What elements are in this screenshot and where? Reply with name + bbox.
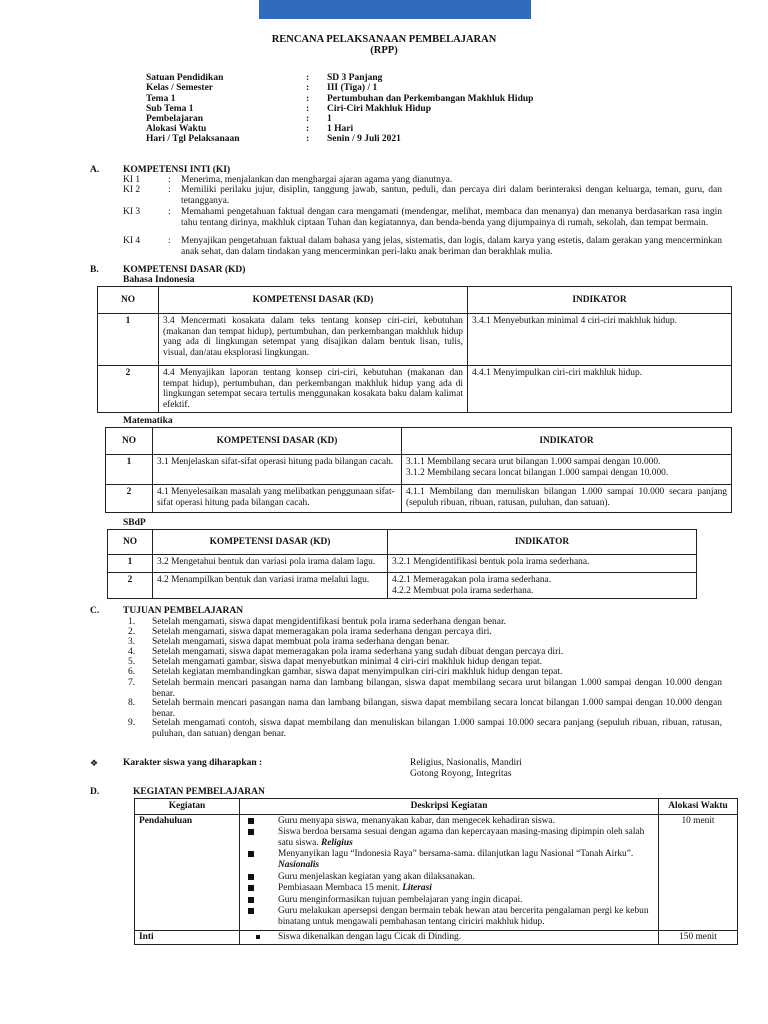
kd-table-sbdp [107,529,697,599]
list-number: 8. [128,698,136,708]
identity-label: Kelas / Semester [146,83,214,93]
ki-colon: : [168,236,171,246]
col-header-kegiatan: Kegiatan [135,799,240,815]
identity-value: Senin / 9 Juli 2021 [327,134,401,144]
table-row [98,366,732,413]
list-item [244,906,654,927]
identity-label: Tema 1 [146,94,176,104]
section-letter: C. [90,606,100,616]
list-text: Setelah mengamati, siswa dapat membuat pola irama sederhana dengan benar. [152,637,450,647]
document-subtitle: (RPP) [370,45,398,56]
identity-colon: : [306,104,310,114]
list-number: 9. [128,718,136,728]
row-kd: 4.2 Menampilkan bentuk dan variasi irama melalui lagu. [153,573,388,599]
square-bullet-icon [248,897,254,903]
ki-text: Memahami pengetahuan faktual dengan cara mengamati (mendengar, melihat, membaca dan menanya) dan menanya berdasarkan rasa ingin tahu tentang dirinya, makhluk ciptaan Tuhan dan kegiatannya, dan benda-benda yang dijumpainya di rumah, sekolah, dan tempat bermain. [181,207,722,228]
row-indikator: 3.2.1 Mengidentifikasi bentuk pola irama sederhana. [388,555,697,573]
table-row [98,314,732,366]
row-no: 1 [106,455,153,485]
identity-colon: : [306,124,310,134]
col-header-indikator: INDIKATOR [402,428,732,455]
list-text: Pembiasaan Membaca 15 menit. [278,883,403,894]
identity-colon: : [306,134,310,144]
row-indikator [388,573,697,599]
row-no: 1 [98,314,159,366]
col-header-indikator: INDIKATOR [468,287,732,314]
subject-label-matematika: Matematika [123,416,173,426]
row-kd: 3.1 Menjelaskan sifat-sifat operasi hitung pada bilangan cacah. [153,455,402,485]
list-text: Setelah mengamati, siswa dapat mengidentifikasi bentuk pola irama sederhana dengan benar. [152,617,507,627]
list-number: 3. [128,637,136,647]
list-text: Setelah bermain mencari pasangan nama dan lambang bilangan, siswa dapat membilang secara urut bilangan 1.000 sampai dengan 10.000 dengan benar. [152,678,722,699]
indikator-line: 3.1.2 Membilang secara loncat bilangan 1.000 sampai dengan 10.000. [406,467,669,478]
kegiatan-deskripsi [240,930,659,945]
section-letter: D. [90,787,100,797]
identity-label: Hari / Tgl Pelaksanaan [146,134,240,144]
small-square-bullet-icon [256,935,260,939]
identity-label: Alokasi Waktu [146,124,207,134]
list-text: Siswa berdoa bersama sesuai dengan agama dan kepercayaan masing-masing dipimpin oleh salah satu siswa. [278,827,645,848]
col-header-no: NO [98,287,159,314]
row-no: 1 [108,555,153,573]
ki-code: KI 3 [123,207,141,217]
alokasi-waktu: 10 menit [659,814,738,930]
indikator-line: 4.2.2 Membuat pola irama sederhana. [392,585,534,596]
square-bullet-icon [248,829,254,835]
kegiatan-name: Pendahuluan [135,814,240,930]
row-indikator: 4.4.1 Menyimpulkan ciri-ciri makhluk hidup. [468,366,732,413]
list-item [244,883,654,894]
kd-table-matematika [105,427,732,513]
list-text: Setelah bermain mencari pasangan nama dan lambang bilangan, siswa dapat membilang secara loncat bilangan 1.000 sampai dengan 10.000 dengan benar. [152,698,722,719]
square-bullet-icon [248,908,254,914]
square-bullet-icon [248,851,254,857]
list-item [244,895,654,906]
identity-value: 1 [327,114,332,124]
karakter-values-line2: Gotong Royong, Integritas [410,769,512,779]
row-kd: 3.2 Mengetahui bentuk dan variasi pola irama dalam lagu. [153,555,388,573]
ki-text: Menyajikan pengetahuan faktual dalam bahasa yang jelas, sistematis, dan logis, dalam karya yang estetis, dalam gerakan yang mencerminkan anak sehat, dan dalam tindakan yang mencerminkan peri-laku anak beriman dan berakhlak mulia. [181,236,722,257]
list-text: Setelah mengamati, siswa dapat memeragakan pola irama sederhana yang sudah dibuat dengan percaya diri. [152,647,564,657]
section-letter: B. [90,265,99,275]
list-text: Setelah mengamati contoh, siswa dapat membilang dan menuliskan bilangan 1.000 sampai 10.000 secara panjang (sepuluh ribuan, ribuan, ratusan, puluhan, dan satuan) dengan benar. [152,718,722,739]
subject-label-sbdp: SBdP [123,518,146,528]
list-item [244,816,654,827]
list-item [244,932,654,943]
kd-table-bahasa [97,286,732,413]
kegiatan-deskripsi [240,814,659,930]
row-kd: 3.4 Mencermati kosakata dalam teks tentang konsep ciri-ciri, kebutuhan (makanan dan tempat hidup), pertumbuhan, dan perkembangan makhluk hidup yang ada di lingkungan setempat yang disajikan dalam bentuk lisan, tulis, visual, dan/atau eksplorasi lingkungan. [159,314,468,366]
identity-label: Pembelajaran [146,114,203,124]
row-indikator: 4.1.1 Membilang dan menuliskan bilangan 1.000 sampai 10.000 secara panjang (sepuluh ribuan, ribuan, ratusan, puluhan, dan satuan). [402,485,732,513]
karakter-label: Karakter siswa yang diharapkan : [123,758,263,768]
identity-colon: : [306,114,310,124]
section-heading: KOMPETENSI DASAR (KD) [123,265,246,275]
table-row [135,930,738,945]
col-header-alokasi: Alokasi Waktu [659,799,738,815]
row-kd: 4.4 Menyajikan laporan tentang konsep ciri-ciri, kebutuhan (makanan dan tempat hidup), pertumbuhan, dan perkembangan makhluk hidup yang ada di lingkungan setempat secara tertulis menggunakan kosakata baku dalam kalimat efektif. [159,366,468,413]
karakter-tag: Literasi [402,883,432,894]
ki-colon: : [168,175,171,185]
square-bullet-icon [248,818,254,824]
section-heading: KEGIATAN PEMBELAJARAN [133,787,265,797]
subject-label-bahasa: Bahasa Indonesia [123,275,195,285]
section-letter: A. [90,165,100,175]
square-bullet-icon [248,874,254,880]
document-title: RENCANA PELAKSANAAN PEMBELAJARAN [271,34,497,45]
ki-colon: : [168,185,171,195]
list-text: Setelah mengamati gambar, siswa dapat menyebutkan minimal 4 ciri-ciri makhluk hidup dengan tepat. [152,657,543,667]
identity-value: SD 3 Panjang [327,73,383,83]
row-no: 2 [106,485,153,513]
section-heading: KOMPETENSI INTI (KI) [123,165,231,175]
list-text: Guru menyapa siswa, menanyakan kabar, dan mengecek kehadiran siswa. [278,815,555,826]
identity-label: Sub Tema 1 [146,104,194,114]
col-header-no: NO [108,530,153,555]
ki-code: KI 1 [123,175,141,185]
identity-colon: : [306,83,310,93]
list-number: 1. [128,617,136,627]
identity-label: Satuan Pendidikan [146,73,224,83]
list-number: 5. [128,657,136,667]
identity-value: 1 Hari [327,124,354,134]
square-bullet-icon [248,885,254,891]
list-text: Menyanyikan lagu “Indonesia Raya” bersama-sama. dilanjutkan lagu Nasional “Tanah Airku”. [278,849,634,860]
list-text: Setelah kegiatan membandingkan gambar, siswa dapat menyimpulkan ciri-ciri makhluk hidup dengan tepat. [152,667,563,677]
col-header-kd: KOMPETENSI DASAR (KD) [153,530,388,555]
identity-value: Ciri-Ciri Makhluk Hidup [327,104,431,114]
list-text: Guru melakukan apersepsi dengan bermain tebak hewan atau bercerita pengalaman pergi ke kebun binatang untuk mengawali pembahasan tentang ciriciri makhluk hidup. [278,906,649,927]
indikator-line: 3.1.1 Membilang secara urut bilangan 1.000 sampai dengan 10.000. [406,457,661,467]
header-color-bar [259,0,531,19]
list-number: 6. [128,667,136,677]
col-header-kd: KOMPETENSI DASAR (KD) [153,428,402,455]
table-row [106,455,732,485]
diamond-bullet-icon: ❖ [90,758,99,768]
list-text: Guru menjelaskan kegiatan yang akan dilaksanakan. [278,871,475,882]
list-number: 4. [128,647,136,657]
karakter-tag: Nasionalis [278,859,320,870]
section-heading: TUJUAN PEMBELAJARAN [123,606,244,616]
identity-value: III (Tiga) / 1 [327,83,378,93]
table-row [135,814,738,930]
list-item [244,872,654,883]
col-header-no: NO [106,428,153,455]
list-item [244,849,654,870]
row-indikator: 3.4.1 Menyebutkan minimal 4 ciri-ciri makhluk hidup. [468,314,732,366]
col-header-kd: KOMPETENSI DASAR (KD) [159,287,468,314]
list-number: 7. [128,678,136,688]
ki-code: KI 4 [123,236,141,246]
table-row [108,555,697,573]
ki-text: Menerima, menjalankan dan menghargai ajaran agama yang dianutnya. [181,175,453,185]
ki-colon: : [168,207,171,217]
row-indikator [402,455,732,485]
identity-value: Pertumbuhan dan Perkembangan Makhluk Hidup [327,94,534,104]
indikator-line: 4.2.1 Memeragakan pola irama sederhana. [392,575,552,585]
table-row [108,573,697,599]
col-header-deskripsi: Deskripsi Kegiatan [240,799,659,815]
list-number: 2. [128,627,136,637]
ki-text: Memiliki perilaku jujur, disiplin, tanggung jawab, santun, peduli, dan percaya diri dalam berinteraksi dengan keluarga, teman, guru, dan tetangganya. [181,185,722,206]
list-text: Guru menginformasikan tujuan pembelajaran yang ingin dicapai. [278,894,523,905]
alokasi-waktu: 150 menit [659,930,738,945]
identity-colon: : [306,73,310,83]
ki-code: KI 2 [123,185,141,195]
identity-colon: : [306,94,310,104]
kegiatan-name: Inti [135,930,240,945]
list-item [244,827,654,848]
col-header-indikator: INDIKATOR [388,530,697,555]
row-no: 2 [108,573,153,599]
row-kd: 4.1 Menyelesaikan masalah yang melibatkan penggunaan sifat-sifat operasi hitung pada bilangan cacah. [153,485,402,513]
kegiatan-table [134,798,738,945]
row-no: 2 [98,366,159,413]
karakter-tag: Religius [320,837,353,848]
list-text: Setelah mengamati, siswa dapat memeragakan pola irama sederhana dengan percaya diri. [152,627,492,637]
karakter-values-line1: Religius, Nasionalis, Mandiri [410,758,522,768]
table-row [106,485,732,513]
list-text: Siswa dikenalkan dengan lagu Cicak di Dinding. [278,931,462,942]
